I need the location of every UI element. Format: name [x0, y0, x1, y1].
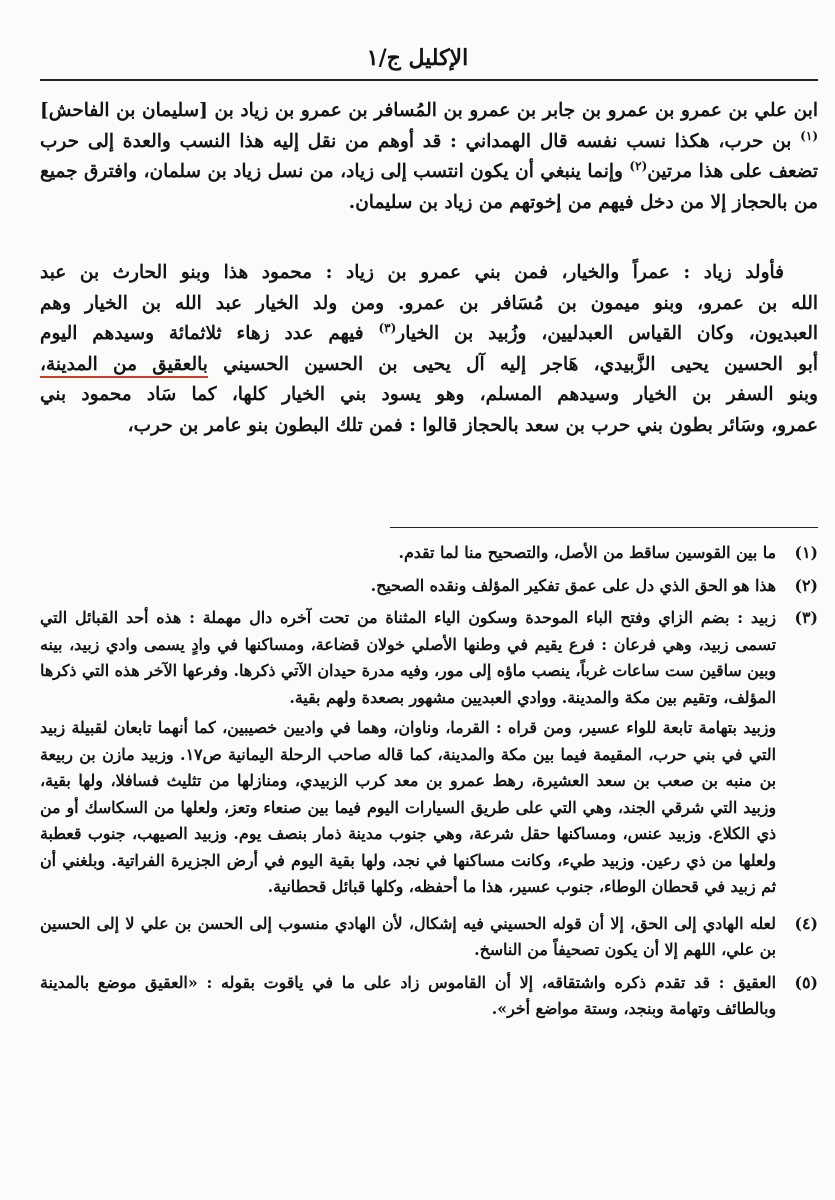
header-rule	[40, 79, 818, 81]
footnote-number: (١)	[794, 543, 818, 562]
footnote-number: (٥)	[794, 972, 818, 992]
footnote-text: لعله الهادي إلى الحق، إلا أن قوله الحسيني فيه إشكال، لأن الهادي منسوب إلى الحسن بن علي لا إلى الحسين بن علي، اللهم إلا أن يكون تصحيفاً من الناسخ.	[40, 913, 776, 959]
paragraph-2-line-3	[40, 319, 818, 350]
underlined-phrase	[40, 354, 208, 375]
footnote-ref-1: (١)	[800, 128, 818, 143]
paragraph-2-line-5: وبنو السفر بن الخيار وسيدهم المسلم، وهو يسود بني الخيار كلها، كما سَاد محمود بني	[40, 384, 818, 405]
paragraph-1-part-1: ابن علي بن عمرو بن عمرو بن جابر بن عمرو بن المُسافر بن عمرو بن زياد بن [سليمان بن الفاحش]	[40, 100, 818, 121]
footnote-ref-3: (٣)	[378, 320, 397, 335]
footnote-text: ما بين القوسين ساقط من الأصل، والتصحيح منا لما تقدم.	[398, 543, 776, 562]
footnote-continuation: وزبيد بتهامة تابعة للواء عسير، ومن قراه : القرما، وناوان، وهما في واديين خصيبين، كما أنهما تابعان لقبيلة زبيد التي في بني حرب، المقيمة فيما بين مكة والمدينة، كما قاله صاحب الرحلة اليمانية ص١٧. وزبيد مازن بن ربيعة بن منبه بن صعب بن سعد العشيرة، رهط عمرو بن معد كرب الزبيدي، ومنازلها من تثليث فسافلا، ولها بقية، وزبيد التي شرقي الجند، وهي التي على طريق السيارات اليوم فيما بين صنعاء وتعز، ولعلها من السكاسك أو من ذي الكلاع. وزبيد عنس، ومساكنها حقل شرعة، وهي جنوب مدينة ذمار بنصف يوم. وزبيد الصيهب، جنوب قعطبة ولعلها من ذي رعين. وزبيد طيء، وكانت مساكنها في نجد، ولها بقية اليوم في أرض الجزيرة الفراتية. وبلغني أن ثم زبيد في قحطان الوطاء، جنوب عسير، هذا ما أحفظه، وكلها قبائل قحطانية.	[40, 718, 776, 896]
footnote-separator-rule	[390, 527, 818, 528]
paragraph-2-line-4	[40, 350, 818, 381]
paragraph-2-line-6: عمرو، وسَائر بطون بني حرب بن سعد بالحجاز قالوا : فمن تلك البطون بنو عامر بن حرب،	[127, 414, 818, 436]
paragraph-2-line-2: الله بن عمرو، وبنو ميمون بن مُسَافر بن عمرو. ومن ولد الخيار عبد الله بن الخيار وهم	[40, 292, 818, 314]
footnote-number: (٢)	[794, 575, 818, 595]
footnote-number: (٤)	[794, 913, 818, 933]
footnote-2	[40, 573, 818, 600]
footnote-3	[40, 605, 818, 901]
footnote-ref-2: (٢)	[629, 158, 648, 173]
footnote-text: هذا هو الحق الذي دل على عمق تفكير المؤلف ونقده الصحيح.	[370, 575, 776, 595]
footnote-5	[40, 970, 818, 1023]
red-underline	[40, 376, 208, 378]
paragraph-2-line-4-a: أبو الحسين يحيى الزَّبيدي، هَاجر إليه آل يحيى بن الحسين الحسيني	[207, 353, 818, 375]
paragraph-1-part-3: وإنما ينبغي أن يكون انتسب إلى زياد، من نسل زياد بن سلمان، وافترق جميع من بالحجاز إلا من دخل فيهم من إخوتهم من زياد بن سليمان.	[40, 161, 818, 213]
body-paragraph-1	[40, 96, 818, 218]
paragraph-2-line-3-a: العبديون، وكان القياس العبدليين، وزُبيد بن الخيار	[396, 323, 818, 344]
paragraph-1-part-2: بن حرب، هكذا نسب نفسه قال الهمداني : قد أوهم من نقل إليه هذا النسب والعدة إلى حرب تضعف على هذا مرتين	[40, 130, 818, 182]
page-header-title: الإكليل ج/١	[366, 45, 469, 71]
paragraph-2-line-1: فأولد زياد : عمراً والخيار، فمن بني عمرو بن زياد : محمود هذا وبنو الحارث بن عبد	[40, 262, 784, 283]
footnote-text: العقيق : قد تقدم ذكره واشتقاقه، إلا أن القاموس زاد على ما في ياقوت بقوله : «العقيق موضع بالمدينة وبالطائف وتهامة وبنجد، وستة مواضع أخر».	[40, 972, 776, 1018]
body-paragraph-2	[40, 258, 818, 441]
footnotes-list	[40, 540, 818, 1029]
underlined-phrase-text: بالعقيق من المدينة،	[40, 353, 208, 375]
footnote-text: زبيد : بضم الزاي وفتح الباء الموحدة وسكون الياء المثناة من تحت آخره دال مهملة : هذه أحد القبائل التي تسمى زبيد، وهي فرعان : فرع يقيم في وطنها الأصلي خولان قضاعة، ومساكنها في وادٍ يسمى وادي زبيد، بينه وبين ساقين ست ساعات غرباً، ينصب ماؤه إلى مور، وفيه مدرة حيدان الآتي ذكرها. وفرعها الآخر هذه التي ذكرها المؤلف، وتقيم بين مكة والمدينة. ووادي العبديين مشهور بصعدة ولهم بقية.	[40, 608, 776, 707]
footnote-4	[40, 911, 818, 964]
footnote-number: (٣)	[794, 608, 818, 627]
paragraph-2-line-3-b: فيهم عدد زهاء ثلاثمائة وسيدهم اليوم	[40, 323, 379, 344]
footnote-1	[40, 540, 818, 567]
